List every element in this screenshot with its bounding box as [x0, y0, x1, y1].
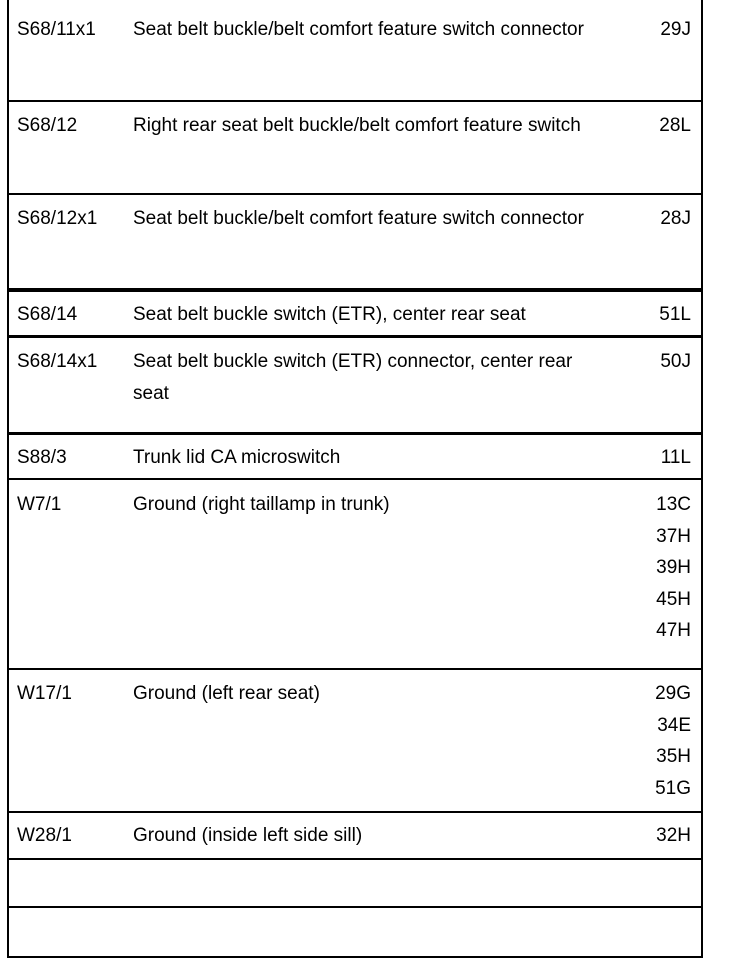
component-description: Ground (left rear seat) [133, 683, 320, 704]
grid-location: 32H [656, 825, 691, 846]
component-code: S68/12x1 [17, 208, 98, 229]
component-description: Seat belt buckle/belt comfort feature switch connector [133, 208, 584, 229]
table-row [9, 0, 701, 102]
grid-location: 13C [656, 494, 691, 515]
grid-location: 29J [660, 19, 691, 40]
grid-location: 45H [656, 588, 691, 610]
component-description: Seat belt buckle switch (ETR) connector, center rear seat [133, 351, 573, 404]
component-code: W28/1 [17, 825, 72, 846]
grid-location: 39H [656, 557, 691, 578]
grid-location: 37H [656, 525, 691, 547]
grid-location: 29G [655, 683, 691, 704]
component-description: Ground (inside left side sill) [133, 825, 363, 846]
component-description: Trunk lid CA microswitch [133, 447, 341, 468]
empty-table-row [9, 860, 701, 908]
table-row [9, 102, 701, 195]
component-code: S68/11x1 [17, 19, 96, 40]
table-row [9, 290, 701, 337]
grid-location: 51L [659, 304, 691, 325]
grid-location: 47H [656, 620, 691, 641]
grid-location: 28J [660, 208, 691, 229]
component-description: Seat belt buckle switch (ETR), center rear seat [133, 304, 526, 325]
grid-location: 35H [656, 746, 691, 767]
grid-location-list [660, 14, 691, 46]
grid-location-list [661, 442, 691, 474]
table-row [9, 337, 701, 434]
table-row [9, 813, 701, 860]
grid-location-list [659, 299, 691, 331]
component-code: S68/12 [17, 115, 78, 136]
grid-location: 28L [659, 115, 691, 136]
component-code: S88/3 [17, 447, 67, 468]
grid-location: 11L [660, 447, 691, 468]
table-row [9, 195, 701, 290]
grid-location-list [656, 820, 691, 852]
grid-location-list [660, 203, 691, 235]
grid-location: 50J [660, 351, 691, 372]
empty-table-row [9, 908, 701, 956]
component-description: Seat belt buckle/belt comfort feature switch connector [133, 19, 584, 40]
table-row [9, 670, 701, 813]
grid-location-list [659, 110, 691, 142]
component-code: W17/1 [17, 683, 72, 704]
component-code: S68/14x1 [17, 351, 98, 372]
parts-table [7, 0, 703, 958]
component-code: S68/14 [17, 304, 78, 325]
grid-location: 34E [657, 714, 691, 736]
grid-location: 51G [655, 777, 691, 799]
grid-location-list [655, 678, 691, 804]
component-code: W7/1 [17, 494, 62, 515]
table-row [9, 480, 701, 670]
grid-location-list [656, 489, 691, 647]
grid-location-list [660, 346, 691, 378]
component-description: Right rear seat belt buckle/belt comfort feature switch [133, 115, 581, 136]
component-description: Ground (right taillamp in trunk) [133, 494, 390, 515]
table-row [9, 434, 701, 480]
